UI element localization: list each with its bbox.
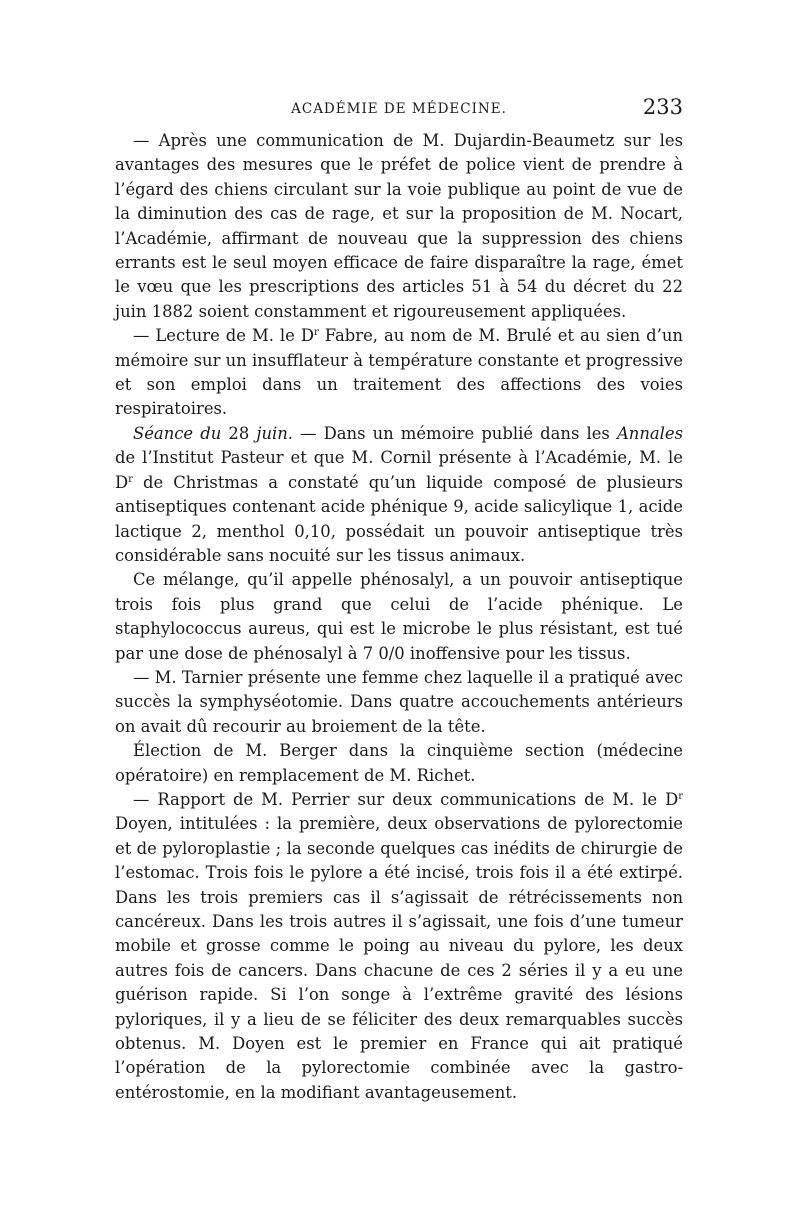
text-run: de Christmas a constaté qu’un liquide composé de plusieurs antiseptiques contenant acide phénique 9, acide salicylique 1, acide lactique 2, menthol 0,10, possédait un pouvoir antiseptique très considérable sans nocuité sur les tissus animaux. xyxy=(115,472,683,565)
session-day: 28 xyxy=(221,423,257,443)
paragraph-symphyseotomie: — M. Tarnier présente une femme chez laquelle il a pratiqué avec succès la symphyséotomie. Dans quatre accouchements antérieurs on avait dû recourir au broiement de la tête. xyxy=(115,667,683,736)
paragraph-phenosalyl: Ce mélange, qu’il appelle phénosalyl, a un pouvoir antiseptique trois fois plus grand que celui de l’acide phénique. Le staphylococcus aureus, qui est le microbe le plus résistant, est tué par une dose de phénosalyl à 7 0/0 inoffensive pour les tissus. xyxy=(115,570,683,663)
text-run: — Rapport de M. Perrier sur deux communications de M. le D xyxy=(133,789,679,809)
text-run: — Dans un mémoire publié dans les xyxy=(293,423,617,443)
session-label: Séance du xyxy=(133,423,222,443)
paragraph-election: Élection de M. Berger dans la cinquième section (médecine opératoire) en remplacement de M. Richet. xyxy=(115,741,683,785)
text-run: Doyen, intitulées : la première, deux observations de pylorectomie et de pyloroplastie ; la seconde quelques cas inédits de chirurgie de l’estomac. Trois fois le pylore a été incisé, trois fois il a été extirpé. Dans les trois premiers cas il s’agissait de rétrécissements non cancéreux. Dans les trois autres il s’agissait, une fois d’une tumeur mobile et grosse comme le poing au niveau du pylore, les deux autres fois de cancers. Dans chacune de ces 2 séries il y a eu une guérison rapide. Si l’on songe à l’extrême gravité des lésions pyloriques, il y a lieu de se féliciter des deux remarquables succès obtenus. M. Doyen est le premier en France qui ait pratiqué l’opération de la pylorectomie combinée avec la gastro-entérostomie, en la modifiant avantageusement. xyxy=(115,814,683,1102)
superscript: r xyxy=(313,327,319,339)
superscript: r xyxy=(128,473,133,485)
book-page xyxy=(115,95,683,1105)
paragraph-pylorectomie xyxy=(115,788,683,1105)
session-month: juin. xyxy=(256,423,294,443)
text-run: Fabre, au nom de M. Brulé et au sien d’un mémoire sur un insufflateur à température constante et progressive et son emploi dans un traitement des affections des voies respiratoires. xyxy=(115,326,683,419)
text-run: de l’Institut Pasteur et que M. Cornil présente à l’Académie, M. le D xyxy=(115,448,683,492)
paragraph-insufflator xyxy=(115,324,683,422)
paragraph-seance-28-juin xyxy=(115,422,683,568)
paragraph-dog-rabies: — Après une communication de M. Dujardin-Beaumetz sur les avantages des mesures que le préfet de police vient de prendre à l’égard des chiens circulant sur la voie publique au point de vue de la diminution des cas de rage, et sur la proposition de M. Nocart, l’Académie, affirmant de nouveau que la suppression des chiens errants est le seul moyen efficace de faire disparaître la rage, émet le vœu que les prescriptions des articles 51 à 54 du décret du 22 juin 1882 soient constamment et rigoureusement appliquées. xyxy=(115,131,683,321)
running-header xyxy=(115,95,683,129)
superscript: r xyxy=(678,790,683,802)
page-number: 233 xyxy=(642,95,683,119)
running-title: ACADÉMIE DE MÉDECINE. xyxy=(291,101,507,117)
journal-title: Annales xyxy=(616,423,684,443)
text-run: — Lecture de M. le D xyxy=(133,326,314,346)
body-text xyxy=(115,129,683,1105)
